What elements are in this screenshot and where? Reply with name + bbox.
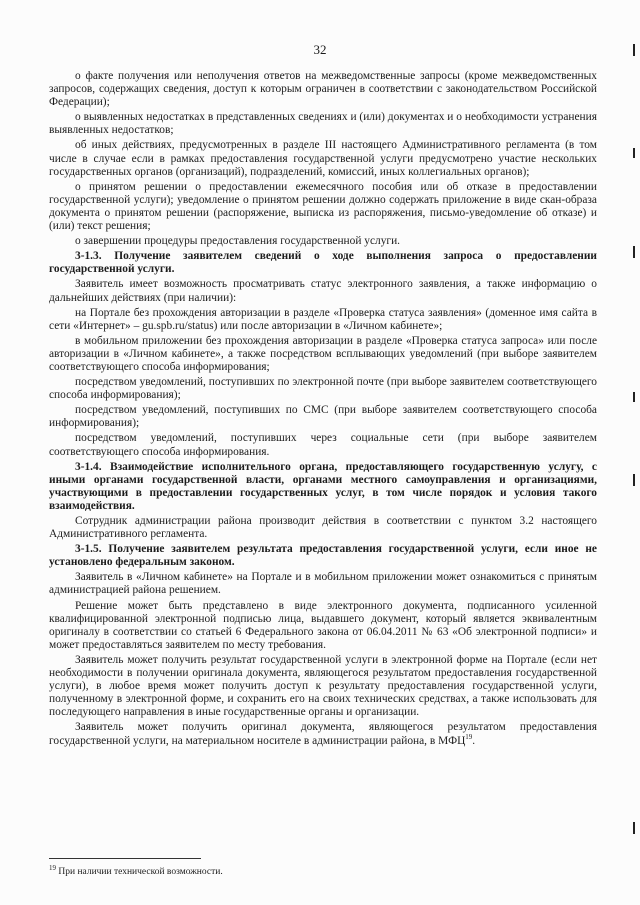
section-heading bbox=[49, 543, 597, 569]
paragraph-text: о завершении процедуры предоставления государственной услуги. bbox=[75, 235, 401, 248]
paragraph-tail: . bbox=[472, 734, 476, 747]
paragraph bbox=[49, 571, 597, 597]
paragraph-text: посредством уведомлений, поступивших по СМС (при выборе заявителем соответствующего способа информирования); bbox=[49, 404, 597, 430]
footnote bbox=[49, 863, 597, 877]
paragraph bbox=[49, 111, 597, 137]
paragraph bbox=[49, 181, 597, 233]
footnote-divider bbox=[49, 858, 201, 859]
footnote-reference: 19 bbox=[465, 732, 473, 741]
paragraph-text: 3-1.4. Взаимодействие исполнительного органа, предоставляющего государственную услугу, с иными органами государственной власти, органами местного самоуправления и организациями, участвующими в предоставлении государственных услуг, в том числе порядок и условия такого взаимодействия. bbox=[49, 460, 597, 512]
paragraph-text: посредством уведомлений, поступивших по электронной почте (при выборе заявителем соответствующего способа информирования); bbox=[49, 376, 597, 402]
paragraph-text: о принятом решении о предоставлении ежемесячного пособия или об отказе в предоставлении государственной услуги); уведомление о принятом решении должно содержать приложение в виде скан-образа документа о принятом решении (распоряжение, выписка из распоряжения, письмо-уведомление об отказе) и (или) текст решения; bbox=[49, 180, 597, 233]
footnote-mark: 19 bbox=[49, 863, 56, 872]
section-heading bbox=[49, 461, 597, 513]
paragraph-text: Заявитель может получить оригинал документа, являющегося результатом предоставления государственной услуги, на материальном носителе в администрации района, в МФЦ bbox=[49, 721, 597, 747]
paragraph-text: в мобильном приложении без прохождения авторизации в разделе «Проверка статуса запроса» или после авторизации в «Личном кабинете», а также посредством всплывающих уведомлений (при выборе заявителем соответствующего способа информирования; bbox=[49, 334, 597, 373]
paragraph-text: 3-1.5. Получение заявителем результата предоставления государственной услуги, если иное не установлено федеральным законом. bbox=[49, 543, 597, 569]
paragraph-text: Сотрудник администрации района производит действия в соответствии с пунктом 3.2 настоящего Административного регламента. bbox=[49, 515, 597, 541]
paragraph-text: на Портале без прохождения авторизации в разделе «Проверка статуса заявления» (доменное имя сайта в сети «Интернет» – gu.spb.ru/status) или после авторизации в «Личном кабинете»; bbox=[49, 306, 597, 332]
scan-edge-mark bbox=[633, 822, 635, 834]
scan-edge-mark bbox=[633, 474, 635, 486]
paragraph bbox=[49, 600, 597, 652]
document-body bbox=[49, 70, 597, 750]
paragraph bbox=[49, 278, 597, 304]
paragraph bbox=[49, 515, 597, 541]
paragraph-text: об иных действиях, предусмотренных в разделе III настоящего Административного регламента (в том числе в случае если в рамках предоставления государственной услуги предусмотрено участие нескольких государственных органов (организаций), подразделений, комиссий, иных коллегиальных органов); bbox=[49, 139, 597, 178]
paragraph-text: Заявитель в «Личном кабинете» на Портале и в мобильном приложении может ознакомиться с принятым администрацией района решением. bbox=[49, 571, 597, 597]
paragraph-text: 3-1.3. Получение заявителем сведений о ходе выполнения запроса о предоставлении государственной услуги. bbox=[49, 250, 597, 276]
scan-edge-mark bbox=[633, 246, 635, 258]
paragraph bbox=[49, 376, 597, 402]
paragraph bbox=[49, 139, 597, 178]
paragraph bbox=[49, 432, 597, 458]
page-number: 32 bbox=[313, 42, 327, 57]
scan-edge-mark bbox=[633, 392, 635, 402]
paragraph bbox=[49, 307, 597, 333]
paragraph bbox=[49, 235, 597, 248]
paragraph-text: посредством уведомлений, поступивших через социальные сети (при выборе заявителем соответствующего способа информирования. bbox=[49, 432, 597, 458]
paragraph bbox=[49, 721, 597, 747]
paragraph-text: Заявитель может получить результат государственной услуги в электронной форме на Портале (если нет необходимости в получении оригинала документа, являющегося результатом предоставления государственной услуги), в любое время может получить доступ к результату предоставления государственной услуги, полученному в электронной форме, и сохранить его на своих технических средствах, а также использовать для последующего направления в иные государственные органы и организации. bbox=[49, 653, 597, 719]
paragraph-text: о факте получения или неполучения ответов на межведомственные запросы (кроме межведомственных запросов, содержащих сведения, доступ к которым ограничен в соответствии с законодательством Российской Федерации); bbox=[49, 70, 597, 109]
section-heading bbox=[49, 250, 597, 276]
paragraph bbox=[49, 70, 597, 109]
paragraph bbox=[49, 335, 597, 374]
paragraph bbox=[49, 654, 597, 719]
scan-edge-mark bbox=[633, 44, 635, 56]
paragraph-text: Решение может быть представлено в виде электронного документа, подписанного усиленной квалифицированной электронной подписью лица, выдавшего документ, который является эквивалентным оригиналу в соответствии со статьей 6 Федерального закона от 06.04.2011 № 63 «Об электронной подписи» и может предоставляться заявителем по месту требования. bbox=[49, 599, 597, 651]
paragraph-text: о выявленных недостатках в представленных сведениях и (или) документах и о необходимости устранения выявленных недостатков; bbox=[49, 111, 597, 137]
footnote-text: При наличии технической возможности. bbox=[56, 867, 223, 877]
scan-edge-mark bbox=[633, 148, 635, 158]
paragraph-text: Заявитель имеет возможность просматривать статус электронного заявления, а также информацию о дальнейших действиях (при наличии): bbox=[49, 278, 597, 304]
paragraph bbox=[49, 404, 597, 430]
